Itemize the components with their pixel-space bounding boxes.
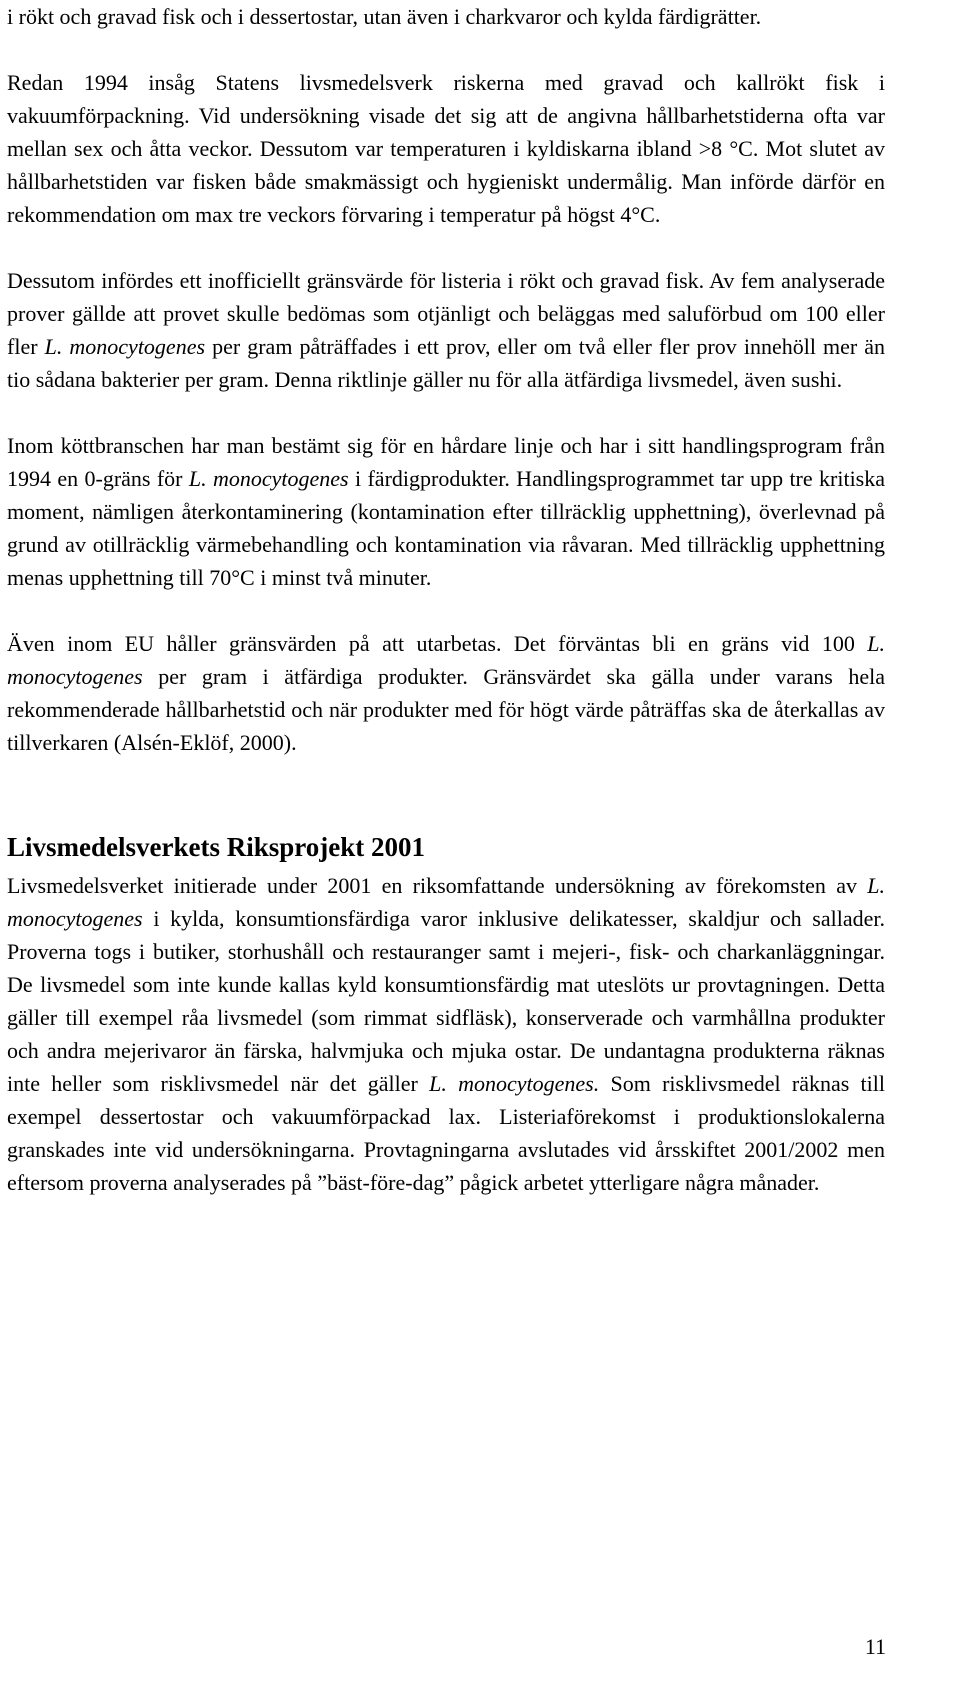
genus-name: L. — [429, 1071, 447, 1096]
text-segment: Som risklivsmedel räknas till exempel dessertostar och vakuumförpackad lax. Listeriaförekomst i produktionslokalerna granskades inte vid undersökningarna. Provtagningarna avslutades vid årsskiftet 2001/2002 men eftersom proverna analyserades på ”bäst-före-dag” pågick arbetet ytterligare några månader. — [7, 1071, 885, 1195]
spacer — [7, 759, 885, 827]
text-segment: Livsmedelsverket initierade under 2001 en riksomfattande undersökning av förekomsten av — [7, 873, 868, 898]
species-name: monocytogenes — [7, 664, 143, 689]
paragraph-intro: i rökt och gravad fisk och i dessertostar, utan även i charkvaror och kylda färdigrätter. — [7, 4, 762, 29]
document-page — [7, 0, 885, 1199]
genus-name: L. — [188, 466, 207, 491]
spacer — [7, 231, 885, 264]
paragraph-eu — [7, 627, 885, 759]
text-segment: per gram påträffades i ett prov, eller om två eller fler prov innehöll mer än tio sådana bakterier per gram. Denna riktlinje gäller nu för alla ätfärdiga livsmedel, även sushi. — [7, 334, 886, 392]
paragraph-meat-industry — [7, 429, 885, 594]
page-number: 11 — [864, 1634, 886, 1659]
section-heading: Livsmedelsverkets Riksprojekt 2001 — [7, 832, 425, 862]
paragraph-1994: Redan 1994 insåg Statens livsmedelsverk riskerna med gravad och kallrökt fisk i vakuumförpackning. Vid undersökning visade det sig att de angivna hållbarhetstiderna ofta var mellan sex och åtta veckor. Dessutom var temperaturen i kyldiskarna ibland >8 °C. Mot slutet av hållbarhetstiden var fisken både smakmässigt och hygieniskt undermålig. Man införde därför en rekommendation om max tre veckors förvaring i temperatur på högst 4°C. — [7, 70, 885, 227]
species-name: monocytogenes — [213, 466, 349, 491]
paragraph-listeria-limit — [7, 264, 885, 396]
text-segment: Inom köttbranschen har man bestämt sig för en hårdare linje och har i sitt handlingsprogram från 1994 en 0-gräns för — [7, 433, 885, 491]
genus-name: L. — [44, 334, 63, 359]
text-segment: Dessutom infördes ett inofficiellt gränsvärde för listeria i rökt och gravad fisk. Av fem analyserade prover gällde att provet skulle bedömas som otjänligt och beläggas med saluförbud om 100 eller fler — [7, 268, 885, 359]
species-name: monocytogenes — [7, 906, 143, 931]
species-name: monocytogenes — [69, 334, 206, 359]
spacer — [7, 594, 885, 627]
spacer — [7, 396, 885, 429]
text-segment: per gram i ätfärdiga produkter. Gränsvärdet ska gälla under varans hela rekommenderade hållbarhetstid och när produkter med för högt värde påträffas ska de återkallas av tillverkaren (Alsén-Eklöf, 2000). — [7, 664, 885, 755]
genus-name: L. — [867, 631, 885, 656]
species-name: monocytogenes. — [458, 1071, 600, 1096]
text-segment: i kylda, konsumtionsfärdiga varor inklusive delikatesser, skaldjur och sallader. Proverna togs i butiker, storhushåll och restauranger samt i mejeri-, fisk- och charkanläggningar. De livsmedel som inte kunde kallas kyld konsumtionsfärdig mat uteslöts ur provtagningen. Detta gäller till exempel råa livsmedel (som rimmat sidfläsk), konserverade och varmhållna produkter och andra mejerivaror än färska, halvmjuka och mjuka ostar. De undantagna produkterna räknas inte heller som risklivsmedel när det gäller — [7, 906, 885, 1096]
genus-name: L. — [867, 873, 885, 898]
text-segment: i färdigprodukter. Handlingsprogrammet tar upp tre kritiska moment, nämligen återkontaminering (kontamination efter tillräcklig upphettning), överlevnad på grund av otillräcklig värmebehandling och kontamination via råvaran. Med tillräcklig upphettning menas upphettning till 70°C i minst två minuter. — [7, 466, 886, 590]
spacer — [7, 33, 885, 66]
text-segment: Även inom EU håller gränsvärden på att utarbetas. Det förväntas bli en gräns vid 100 — [7, 631, 868, 656]
paragraph-riksprojekt — [7, 869, 885, 1199]
